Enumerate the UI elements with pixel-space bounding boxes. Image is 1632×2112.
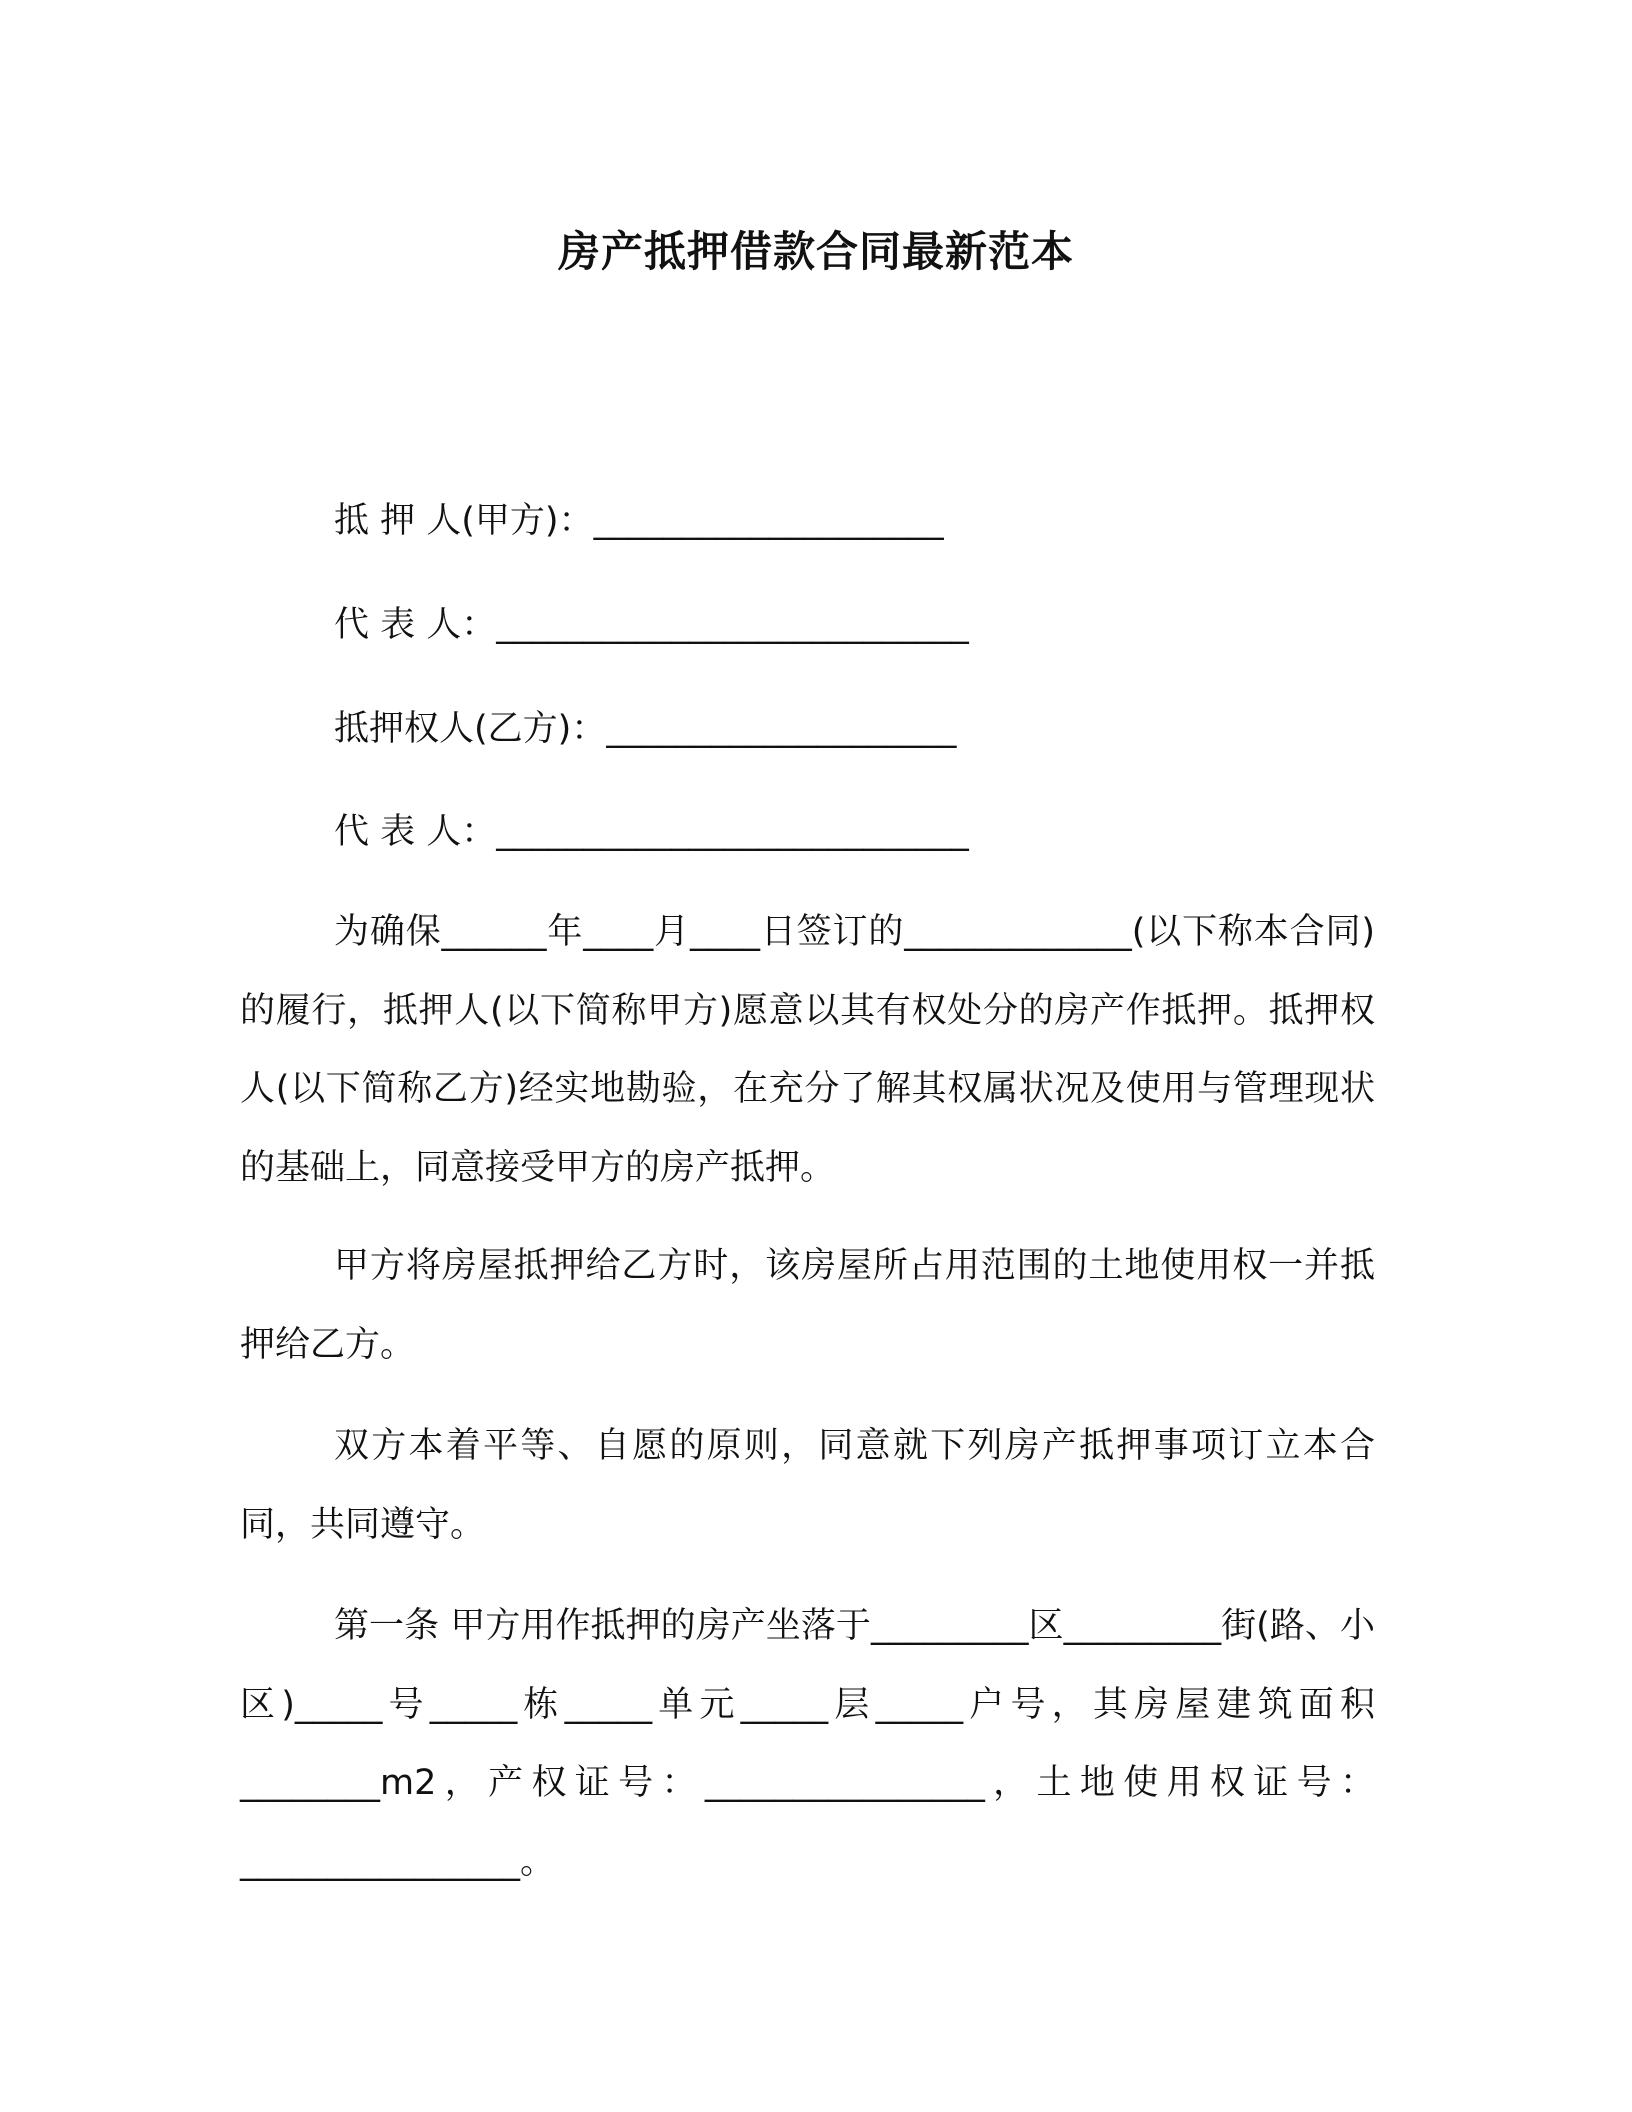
paragraph-principle: 双方本着平等、自愿的原则，同意就下列房产抵押事项订立本合同，共同遵守。	[240, 1426, 1375, 1545]
mortgagor-representative-blank: ___________________________	[496, 605, 969, 645]
mortgagor-field	[334, 496, 944, 546]
paragraph-purpose: 为确保______年____月____日签订的_____________(以下称本合同)的履行，抵押人(以下简称甲方)愿意以其有权处分的房产作抵押。抵押权人(以下简称乙方)经实地勘验，在充分了解其权属状况及使用与管理现状的基础上，同意接受甲方的房产抵押。	[240, 912, 1375, 1188]
paragraph-article-one: 第一条 甲方用作抵押的房产坐落于_________区_________街(路、小区)_____号_____栋_____单元_____层_____户号，其房屋建筑面积________m2，产权证号：________________，土地使用权证号：________________。	[240, 1606, 1375, 1882]
mortgagee-blank: ____________________	[606, 709, 957, 749]
paragraph-land-use-right: 甲方将房屋抵押给乙方时，该房屋所占用范围的土地使用权一并抵押给乙方。	[240, 1246, 1375, 1365]
mortgagee-representative-field	[334, 807, 969, 857]
mortgagee-label: 抵押权人(乙方)：	[334, 709, 607, 749]
mortgagor-blank: ____________________	[593, 501, 944, 541]
mortgagee-representative-label: 代 表 人：	[334, 812, 497, 852]
mortgagor-label: 抵 押 人(甲方)：	[334, 501, 594, 541]
document-title: 房产抵押借款合同最新范本	[557, 227, 1074, 276]
mortgagee-field	[334, 704, 956, 754]
mortgagee-representative-blank: ___________________________	[496, 812, 969, 852]
mortgagor-representative-field	[334, 600, 969, 650]
mortgagor-representative-label: 代 表 人：	[334, 605, 497, 645]
